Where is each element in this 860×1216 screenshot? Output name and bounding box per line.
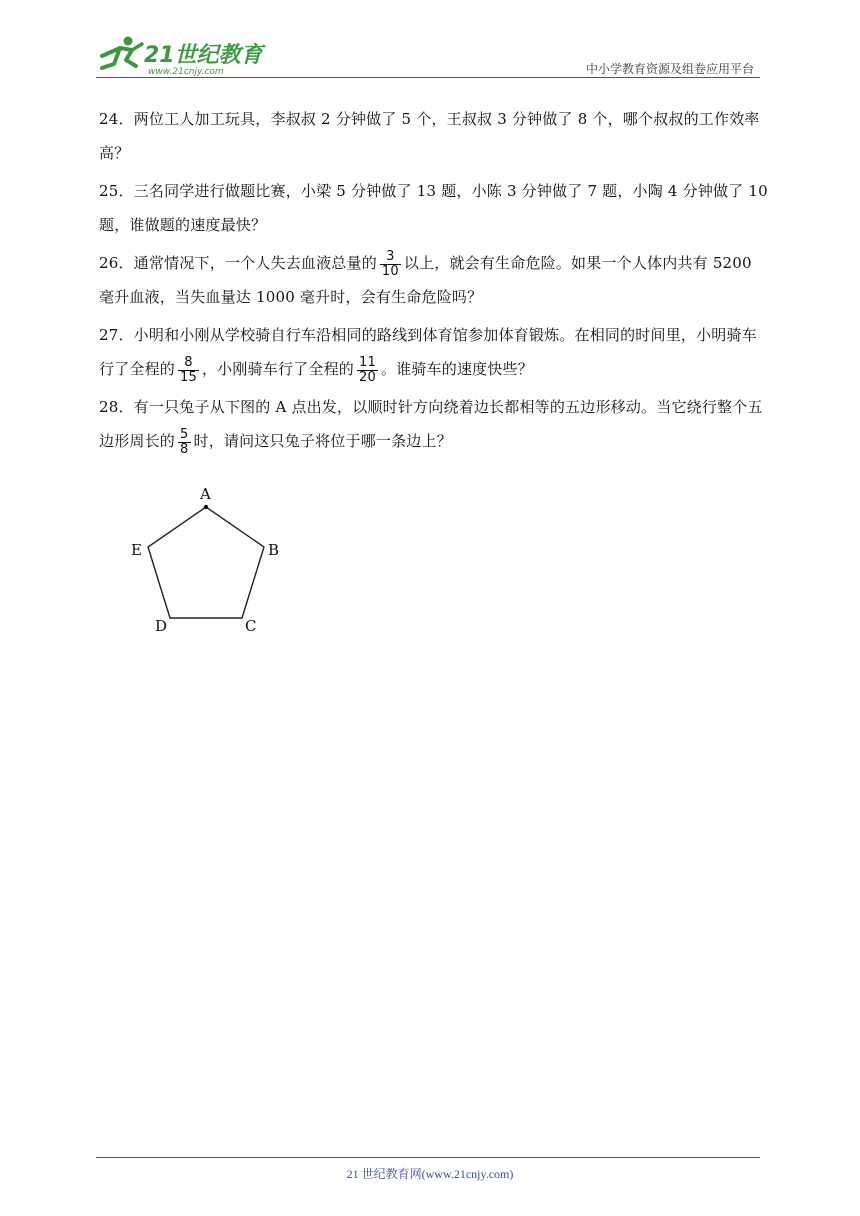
- fraction-8-15: [178, 356, 199, 385]
- header-divider: [96, 77, 760, 78]
- fraction-denominator: 10: [381, 263, 399, 279]
- question-28-text-a: 28．有一只兔子从下图的 A 点出发，以顺时针方向绕着边长都相等的五边形移动。当它绕行整个五边形周长的: [99, 398, 763, 450]
- fraction-numerator: 5: [180, 426, 189, 442]
- fraction-denominator: 20: [358, 369, 376, 385]
- question-28-text-b: 时，请问这只兔子将位于哪一条边上？: [193, 432, 452, 450]
- svg-text:21世纪教育: 21世纪教育: [144, 43, 263, 68]
- svg-text:www.21cnjy.com: www.21cnjy.com: [148, 67, 224, 76]
- fraction-numerator: 3: [386, 248, 395, 264]
- fraction-5-8: [178, 428, 190, 457]
- fraction-11-20: [357, 356, 378, 385]
- question-27-text-a: 27．小明和小刚从学校骑自行车沿相同的路线到体育馆参加体育锻炼。在相同的时间里，小明骑车行了全程的: [99, 326, 757, 378]
- vertex-label-b: B: [268, 541, 280, 559]
- question-list: [99, 102, 769, 458]
- site-logo[interactable]: [96, 32, 266, 76]
- page-header: [96, 30, 760, 78]
- vertex-label-e: E: [131, 541, 142, 559]
- fraction-denominator: 15: [180, 369, 197, 385]
- vertex-label-c: C: [245, 617, 257, 635]
- question-27: [99, 318, 769, 386]
- fraction-numerator: 8: [184, 354, 193, 370]
- footer-divider: [96, 1157, 760, 1158]
- fraction-3-10: [380, 250, 401, 279]
- pentagon-figure: [126, 482, 286, 638]
- page-footer[interactable]: 21 世纪教育网(www.21cnjy.com): [346, 1167, 514, 1181]
- question-28: [99, 390, 769, 458]
- vertex-label-a: A: [200, 485, 211, 503]
- question-27-text-b: ，小刚骑车行了全程的: [201, 360, 354, 378]
- fraction-denominator: 8: [180, 441, 189, 457]
- header-tagline: 中小学教育资源及组卷应用平台: [585, 62, 754, 76]
- fraction-numerator: 11: [358, 354, 376, 370]
- question-27-text-c: 。谁骑车的速度快些？: [380, 360, 533, 378]
- question-25: 25．三名同学进行做题比赛，小梁 5 分钟做了 13 题，小陈 3 分钟做了 7 题，小陶 4 分钟做了 10 题，谁做题的速度最快？: [99, 182, 768, 234]
- question-26-text-a: 26．通常情况下，一个人失去血液总量的: [99, 254, 377, 272]
- pentagon-shape: [148, 507, 264, 618]
- vertex-label-d: D: [155, 617, 168, 635]
- runner-logo-icon: [96, 32, 266, 76]
- question-26: [99, 246, 769, 314]
- question-26-text-b: 以上，就会有生命危险。如果一个人体内共有 5200 毫升血液，当失血量达 1000 毫升时，会有生命危险吗？: [99, 254, 752, 306]
- start-point-dot: [204, 505, 208, 509]
- question-24: 24．两位工人加工玩具，李叔叔 2 分钟做了 5 个，王叔叔 3 分钟做了 8 个，哪个叔叔的工作效率高？: [99, 110, 760, 162]
- pentagon-diagram: [126, 482, 286, 638]
